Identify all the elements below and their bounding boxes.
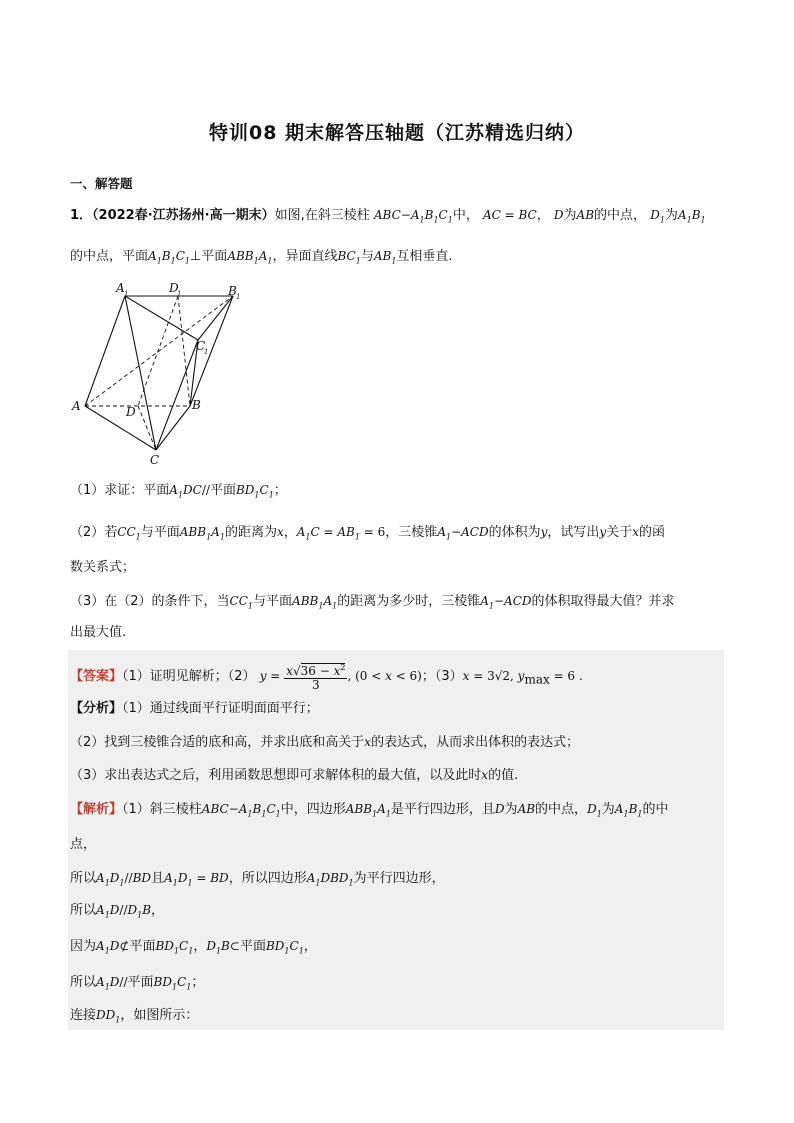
question-3-line-2: 出最大值.: [70, 625, 127, 640]
solution-line-5: 因为$A_1D⊄$平面$BD_1C_1$，$D_1B\subset$平面$BD_1C_1$，: [70, 939, 317, 956]
label-a1: A: [116, 281, 125, 295]
svg-text:1: 1: [236, 293, 241, 301]
section-heading: 一、解答题: [70, 176, 133, 191]
analysis-line-3: （3）求出表达式之后，利用函数思想即可求解体积的最大值，以及此时x的值.: [70, 768, 519, 783]
label-b1: B: [228, 284, 237, 298]
analysis-line-1: 【分析】（1）通过线面平行证明面面平行；: [70, 701, 319, 716]
label-a: A: [72, 399, 81, 413]
answer-fraction: $\frac{x√36 - x^2}{3}$: [286, 663, 346, 692]
label-c1: C: [196, 339, 206, 353]
analysis-tag: 【分析】: [70, 701, 123, 716]
problem-line-1: 1．（2022春·江苏扬州·高一期末）如图,在斜三棱柱 $ABC-A_1B_1C_1$中， AC = BC， D为AB的中点， $D_1$为$A_1B_1$: [70, 208, 706, 225]
label-d: D: [126, 405, 136, 419]
solution-tag: 【解析】: [70, 802, 123, 817]
svg-text:1: 1: [204, 348, 209, 356]
question-2-line-1: （2）若$CC_1$与平面$ABB_1A_1$的距离为x，$A_1C = AB_1 = 6$，三棱锥$A_1-ACD$的体积为y，试写出y关于x的函: [70, 525, 666, 542]
solution-line-4: 所以$A_1D//D_1B$，: [70, 903, 165, 920]
answer-tag: 【答案】: [70, 669, 123, 684]
svg-text:1: 1: [124, 290, 129, 298]
problem-number: 1．: [70, 208, 93, 223]
answer-line: 【答案】（1）证明见解析；（2） y = $\frac{x√36 - x^2}{3}$ , (0 < x < 6)；（3）x = 3√2, $y_{max} = 6$ .: [70, 663, 583, 692]
question-3-line-1: （3）在（2）的条件下，当$CC_1$与平面$ABB_1A_1$的距离为多少时，三棱锥$A_1-ACD$的体积取得最大值？并求: [70, 594, 675, 611]
question-1: （1）求证：平面$A_1DC//$平面$BD_1C_1$；: [70, 483, 287, 500]
solution-line-2: 点，: [70, 837, 97, 852]
solution-line-6: 所以$A_1D//$平面$BD_1C_1$；: [70, 975, 205, 992]
problem-source: （2022春·江苏扬州·高一期末）: [92, 208, 275, 223]
solution-line-3: 所以$A_1D_1//BD$且$A_1D_1$ = BD，所以四边形$A_1DBD_1$为平行四边形，: [70, 871, 445, 888]
svg-text:1: 1: [177, 290, 182, 298]
label-d1: D: [169, 281, 179, 295]
page-title: 特训08 期末解答压轴题（江苏精选归纳）: [208, 122, 586, 144]
solution-line-1: 【解析】（1）斜三棱柱$ABC-A_1B_1C_1$中，四边形$ABB_1A_1$是平行四边形，且D为AB的中点，$D_1$为$A_1B_1$的中: [70, 802, 669, 819]
solution-line-7: 连接$DD_1$，如图所示：: [70, 1008, 199, 1025]
problem-line-2: 的中点，平面$A_1B_1C_1\perp$平面$ABB_1A_1$，异面直线$BC_1$与$AB_1$互相垂直.: [70, 249, 453, 266]
analysis-line-2: （2）找到三棱锥合适的底和高，并求出底和高关于x的表达式，从而求出体积的表达式；: [70, 735, 580, 750]
prism-figure: [68, 278, 258, 468]
label-c: C: [150, 453, 160, 467]
question-2-line-2: 数关系式；: [70, 560, 136, 575]
label-b: B: [192, 398, 201, 412]
